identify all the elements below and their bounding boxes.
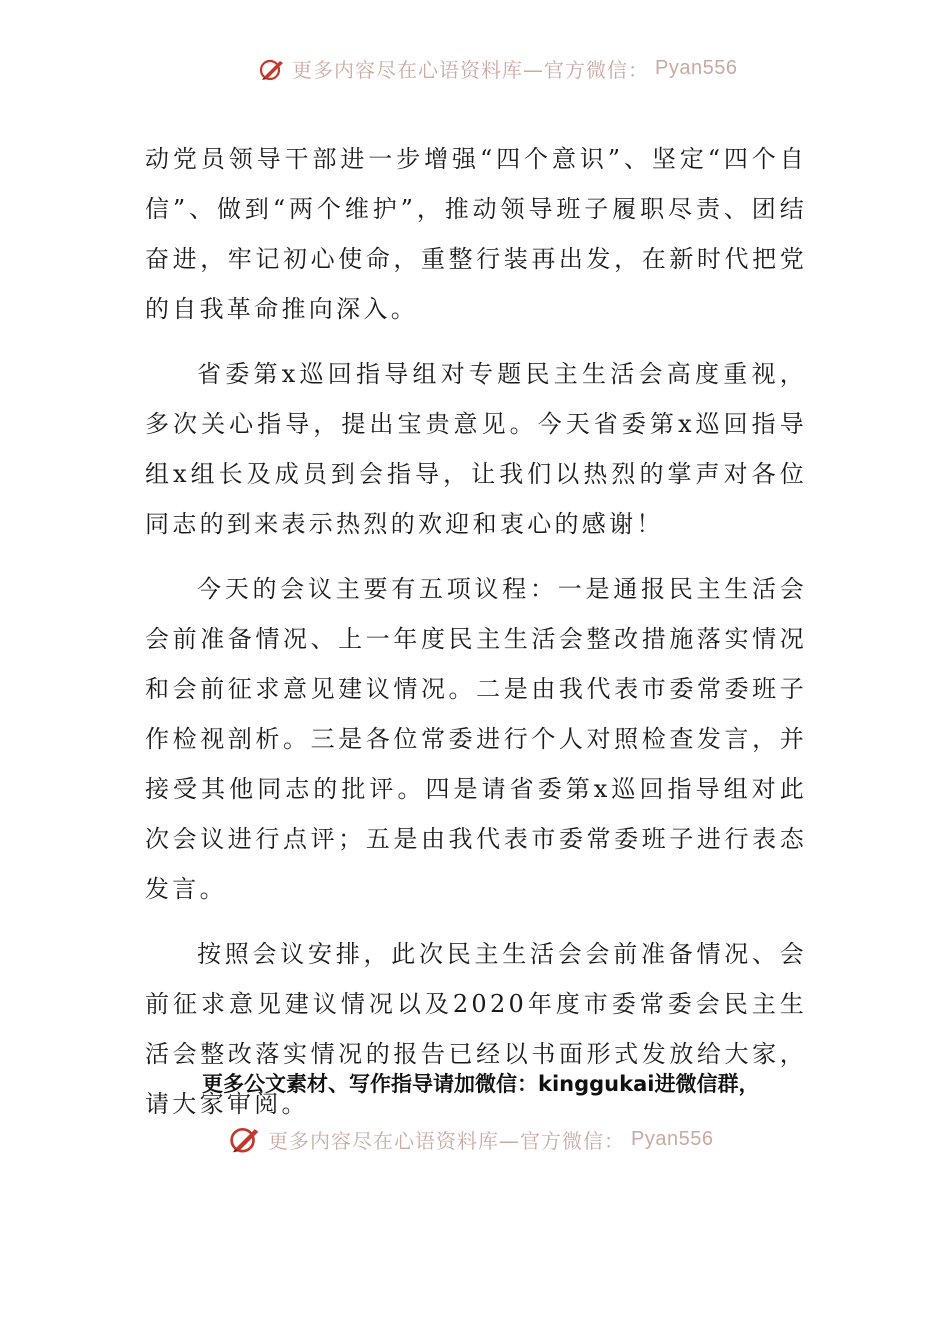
footer-watermark: [228, 1124, 713, 1154]
paragraph-2: 省委第x巡回指导组对专题民主生活会高度重视，多次关心指导，提出宝贵意见。今天省委第x巡回指导组x组长及成员到会指导，让我们以热烈的掌声对各位同志的到来表示热烈的欢迎和衷心的感谢！: [145, 360, 807, 538]
paragraph-4: 按照会议安排，此次民主生活会会前准备情况、会前征求意见建议情况以及2020年度市委常委会民主生活会整改落实情况的报告已经以书面形式发放给大家，请大家审阅。: [145, 940, 807, 1118]
pen-logo-icon: [258, 57, 286, 81]
document-body: [145, 134, 807, 1129]
promo-notice: 更多公文素材、写作指导请加微信：kinggukai进微信群，: [202, 1072, 760, 1096]
pen-logo-icon: [228, 1124, 262, 1154]
watermark-text: 更多内容尽在心语资料库—官方微信：: [292, 58, 649, 82]
watermark-wechat-id: Pyan556: [631, 1127, 714, 1150]
paragraph-1: 动党员领导干部进一步增强“四个意识”、坚定“四个自信”、做到“两个维护”，推动领导班子履职尽责、团结奋进，牢记初心使命，重整行装再出发，在新时代把党的自我革命推向深入。: [145, 145, 807, 323]
header-watermark: [258, 54, 737, 83]
paragraph-3: 今天的会议主要有五项议程：一是通报民主生活会会前准备情况、上一年度民主生活会整改措施落实情况和会前征求意见建议情况。二是由我代表市委常委班子作检视剖析。三是各位常委进行个人对照检查发言，并接受其他同志的批评。四是请省委第x巡回指导组对此次会议进行点评；五是由我代表市委常委班子进行表态发言。: [145, 575, 807, 903]
watermark-text: 更多内容尽在心语资料库—官方微信：: [268, 1128, 625, 1153]
watermark-wechat-id: Pyan556: [655, 57, 738, 79]
